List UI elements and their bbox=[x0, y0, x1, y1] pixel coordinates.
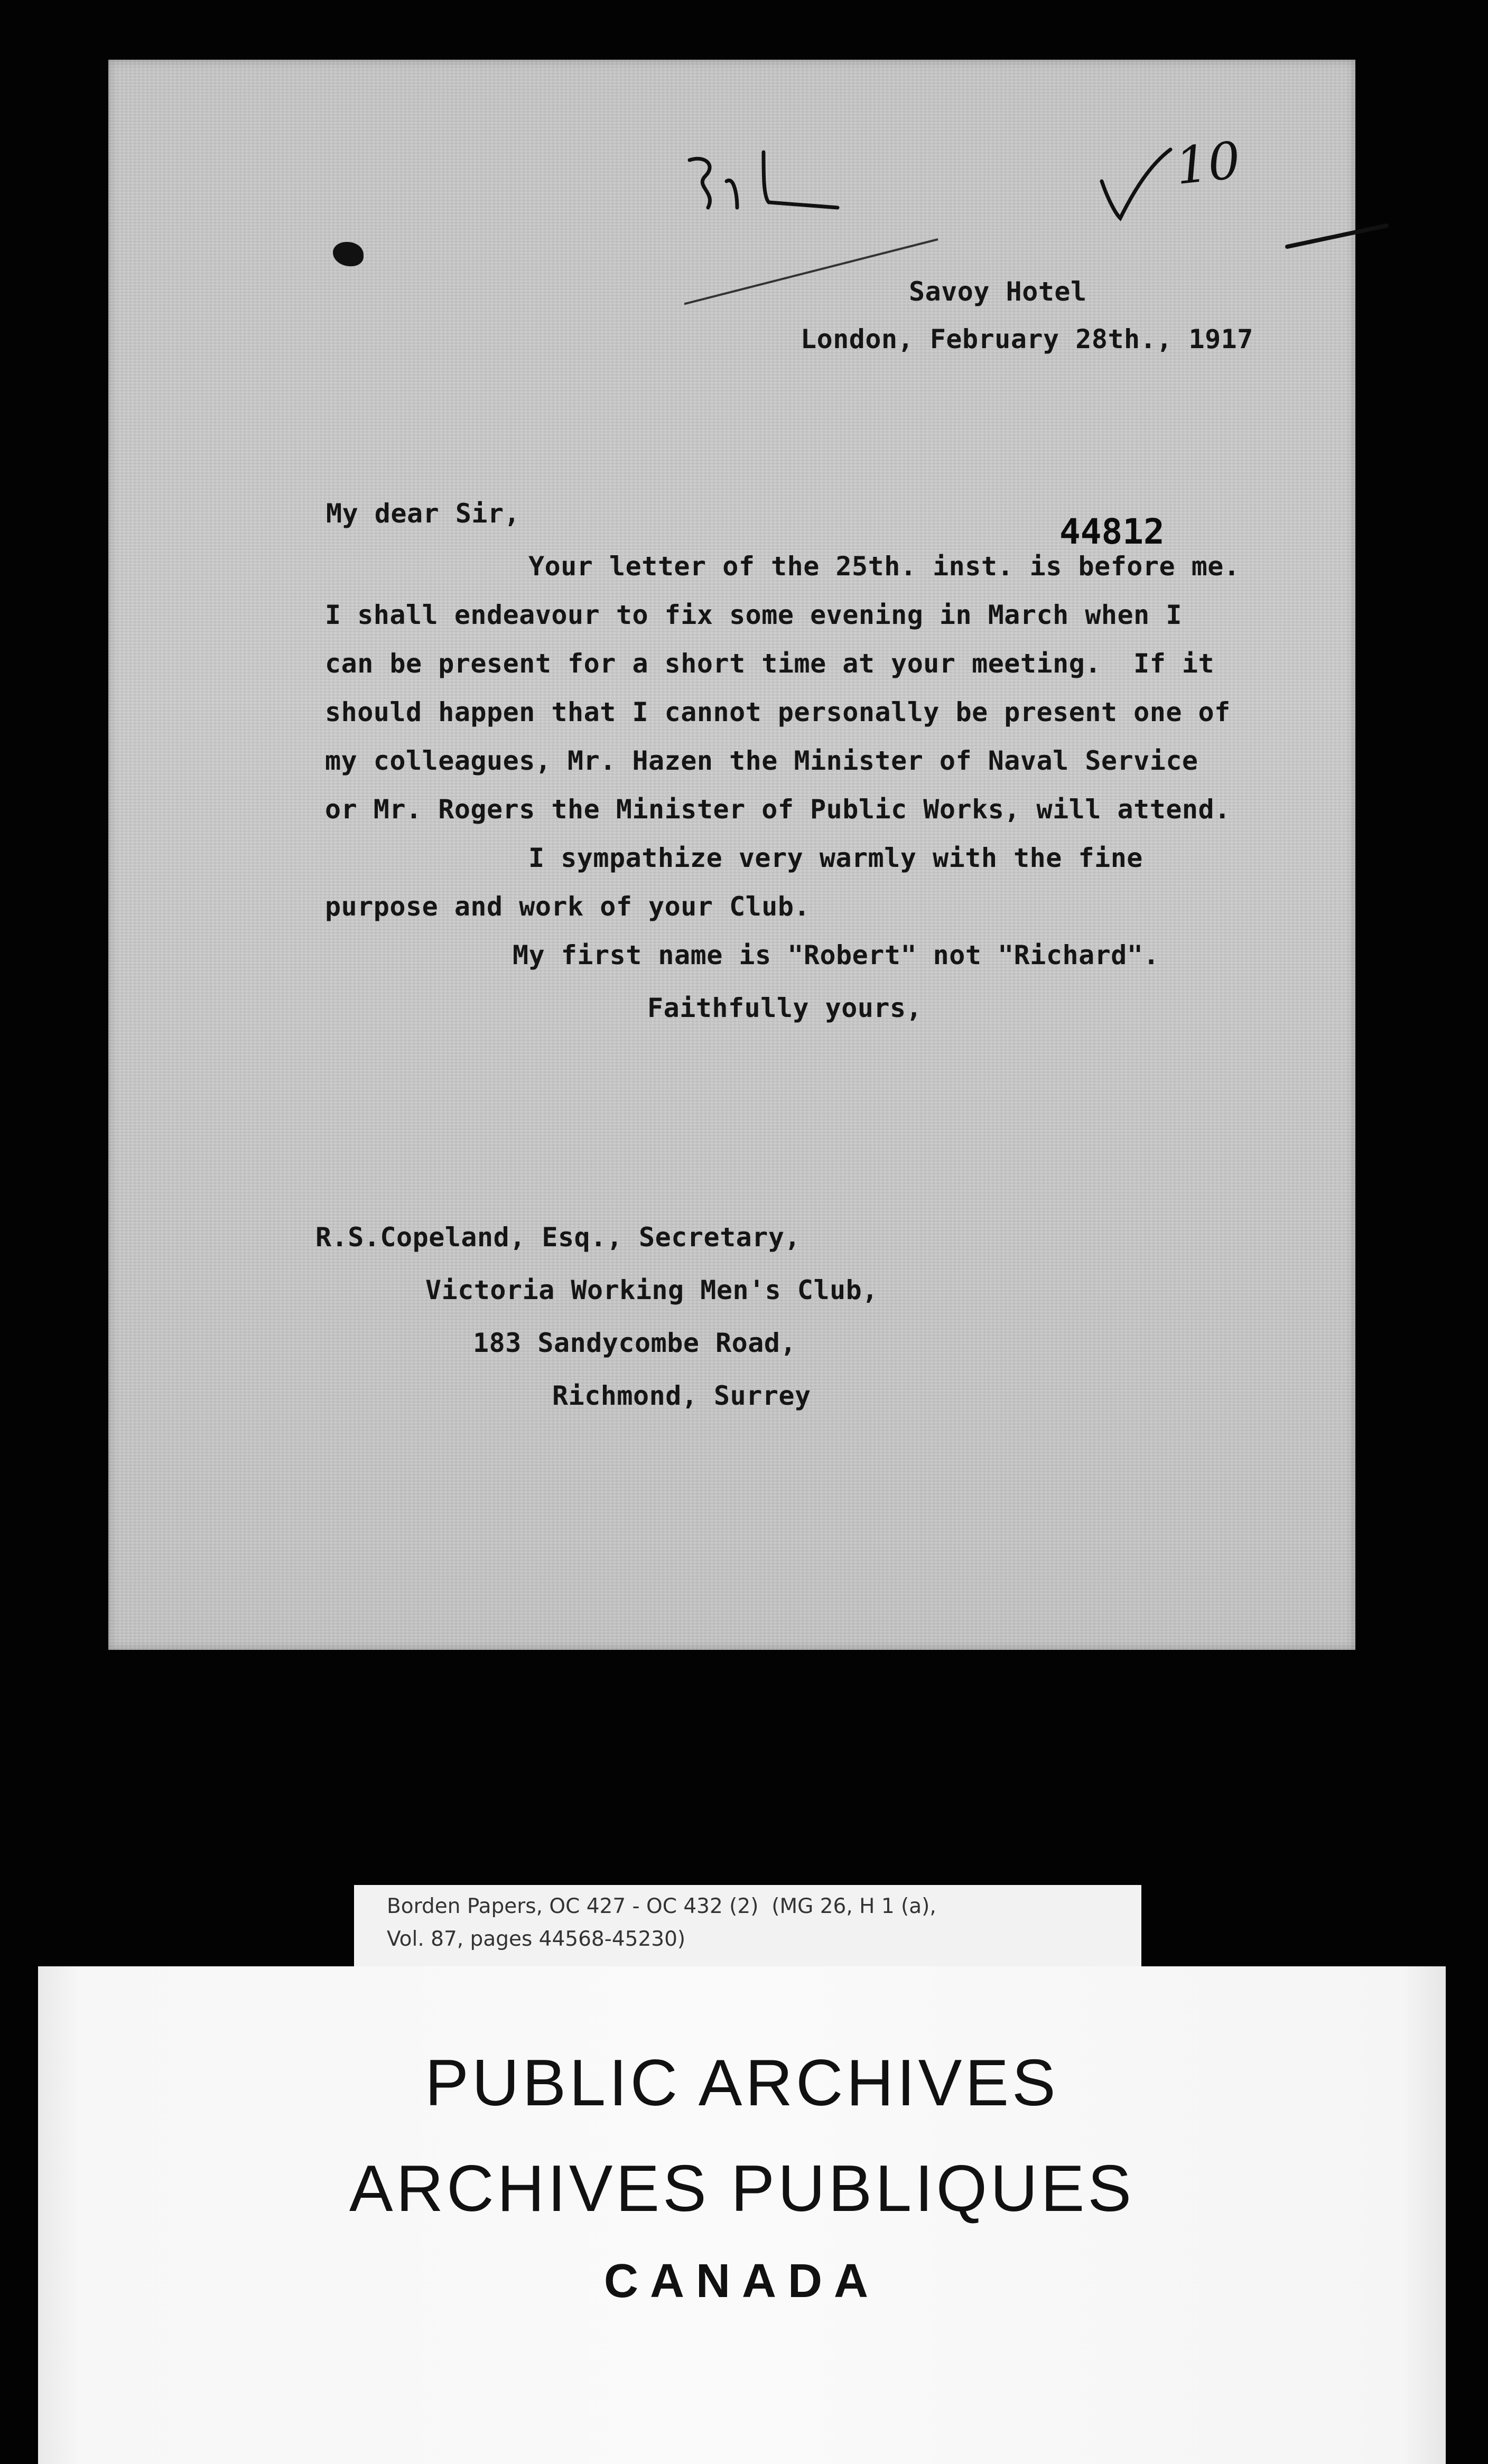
ink-blot bbox=[333, 242, 364, 266]
body-line: or Mr. Rogers the Minister of Public Works, will attend. bbox=[325, 794, 1231, 825]
reference-number: 44812 bbox=[1059, 511, 1165, 552]
archive-card-title-fr: ARCHIVES PUBLIQUES bbox=[349, 2152, 1135, 2225]
body-line: purpose and work of your Club. bbox=[325, 891, 811, 922]
letter-date: London, February 28th., 1917 bbox=[801, 324, 1253, 354]
archive-card bbox=[38, 1966, 1446, 2464]
address-line: 183 Sandycombe Road, bbox=[473, 1328, 797, 1358]
address-line: Victoria Working Men's Club, bbox=[425, 1275, 878, 1305]
body-line: should happen that I cannot personally be present one of bbox=[325, 697, 1231, 727]
body-line: my colleagues, Mr. Hazen the Minister of Naval Service bbox=[325, 745, 1198, 776]
body-line: I sympathize very warmly with the fine bbox=[528, 843, 1143, 873]
letter-place: Savoy Hotel bbox=[909, 276, 1087, 307]
body-line: can be present for a short time at your meeting. If it bbox=[325, 648, 1215, 679]
catalogue-line: Borden Papers, OC 427 - OC 432 (2) (MG 26, H 1 (a), bbox=[387, 1894, 936, 1918]
page-number-annotation: 10 bbox=[1173, 130, 1243, 197]
letter-sheet bbox=[108, 60, 1355, 1650]
address-line: Richmond, Surrey bbox=[552, 1380, 811, 1411]
body-line: Your letter of the 25th. inst. is before me. bbox=[528, 551, 1240, 582]
address-line: R.S.Copeland, Esq., Secretary, bbox=[315, 1222, 801, 1253]
letter-salutation: My dear Sir, bbox=[326, 498, 520, 529]
archive-card-country: CANADA bbox=[604, 2255, 880, 2308]
letter-closing: Faithfully yours, bbox=[647, 993, 923, 1023]
catalogue-slip bbox=[354, 1885, 1141, 1970]
bleed-through-text bbox=[573, 1037, 1155, 1153]
check-mark-icon bbox=[1096, 144, 1181, 229]
body-line: I shall endeavour to fix some evening in March when I bbox=[325, 600, 1182, 630]
catalogue-line: Vol. 87, pages 44568-45230) bbox=[387, 1927, 686, 1951]
page-number-underline bbox=[1285, 223, 1389, 249]
body-line: My first name is "Robert" not "Richard". bbox=[513, 940, 1160, 970]
archive-card-title-en: PUBLIC ARCHIVES bbox=[425, 2047, 1059, 2120]
